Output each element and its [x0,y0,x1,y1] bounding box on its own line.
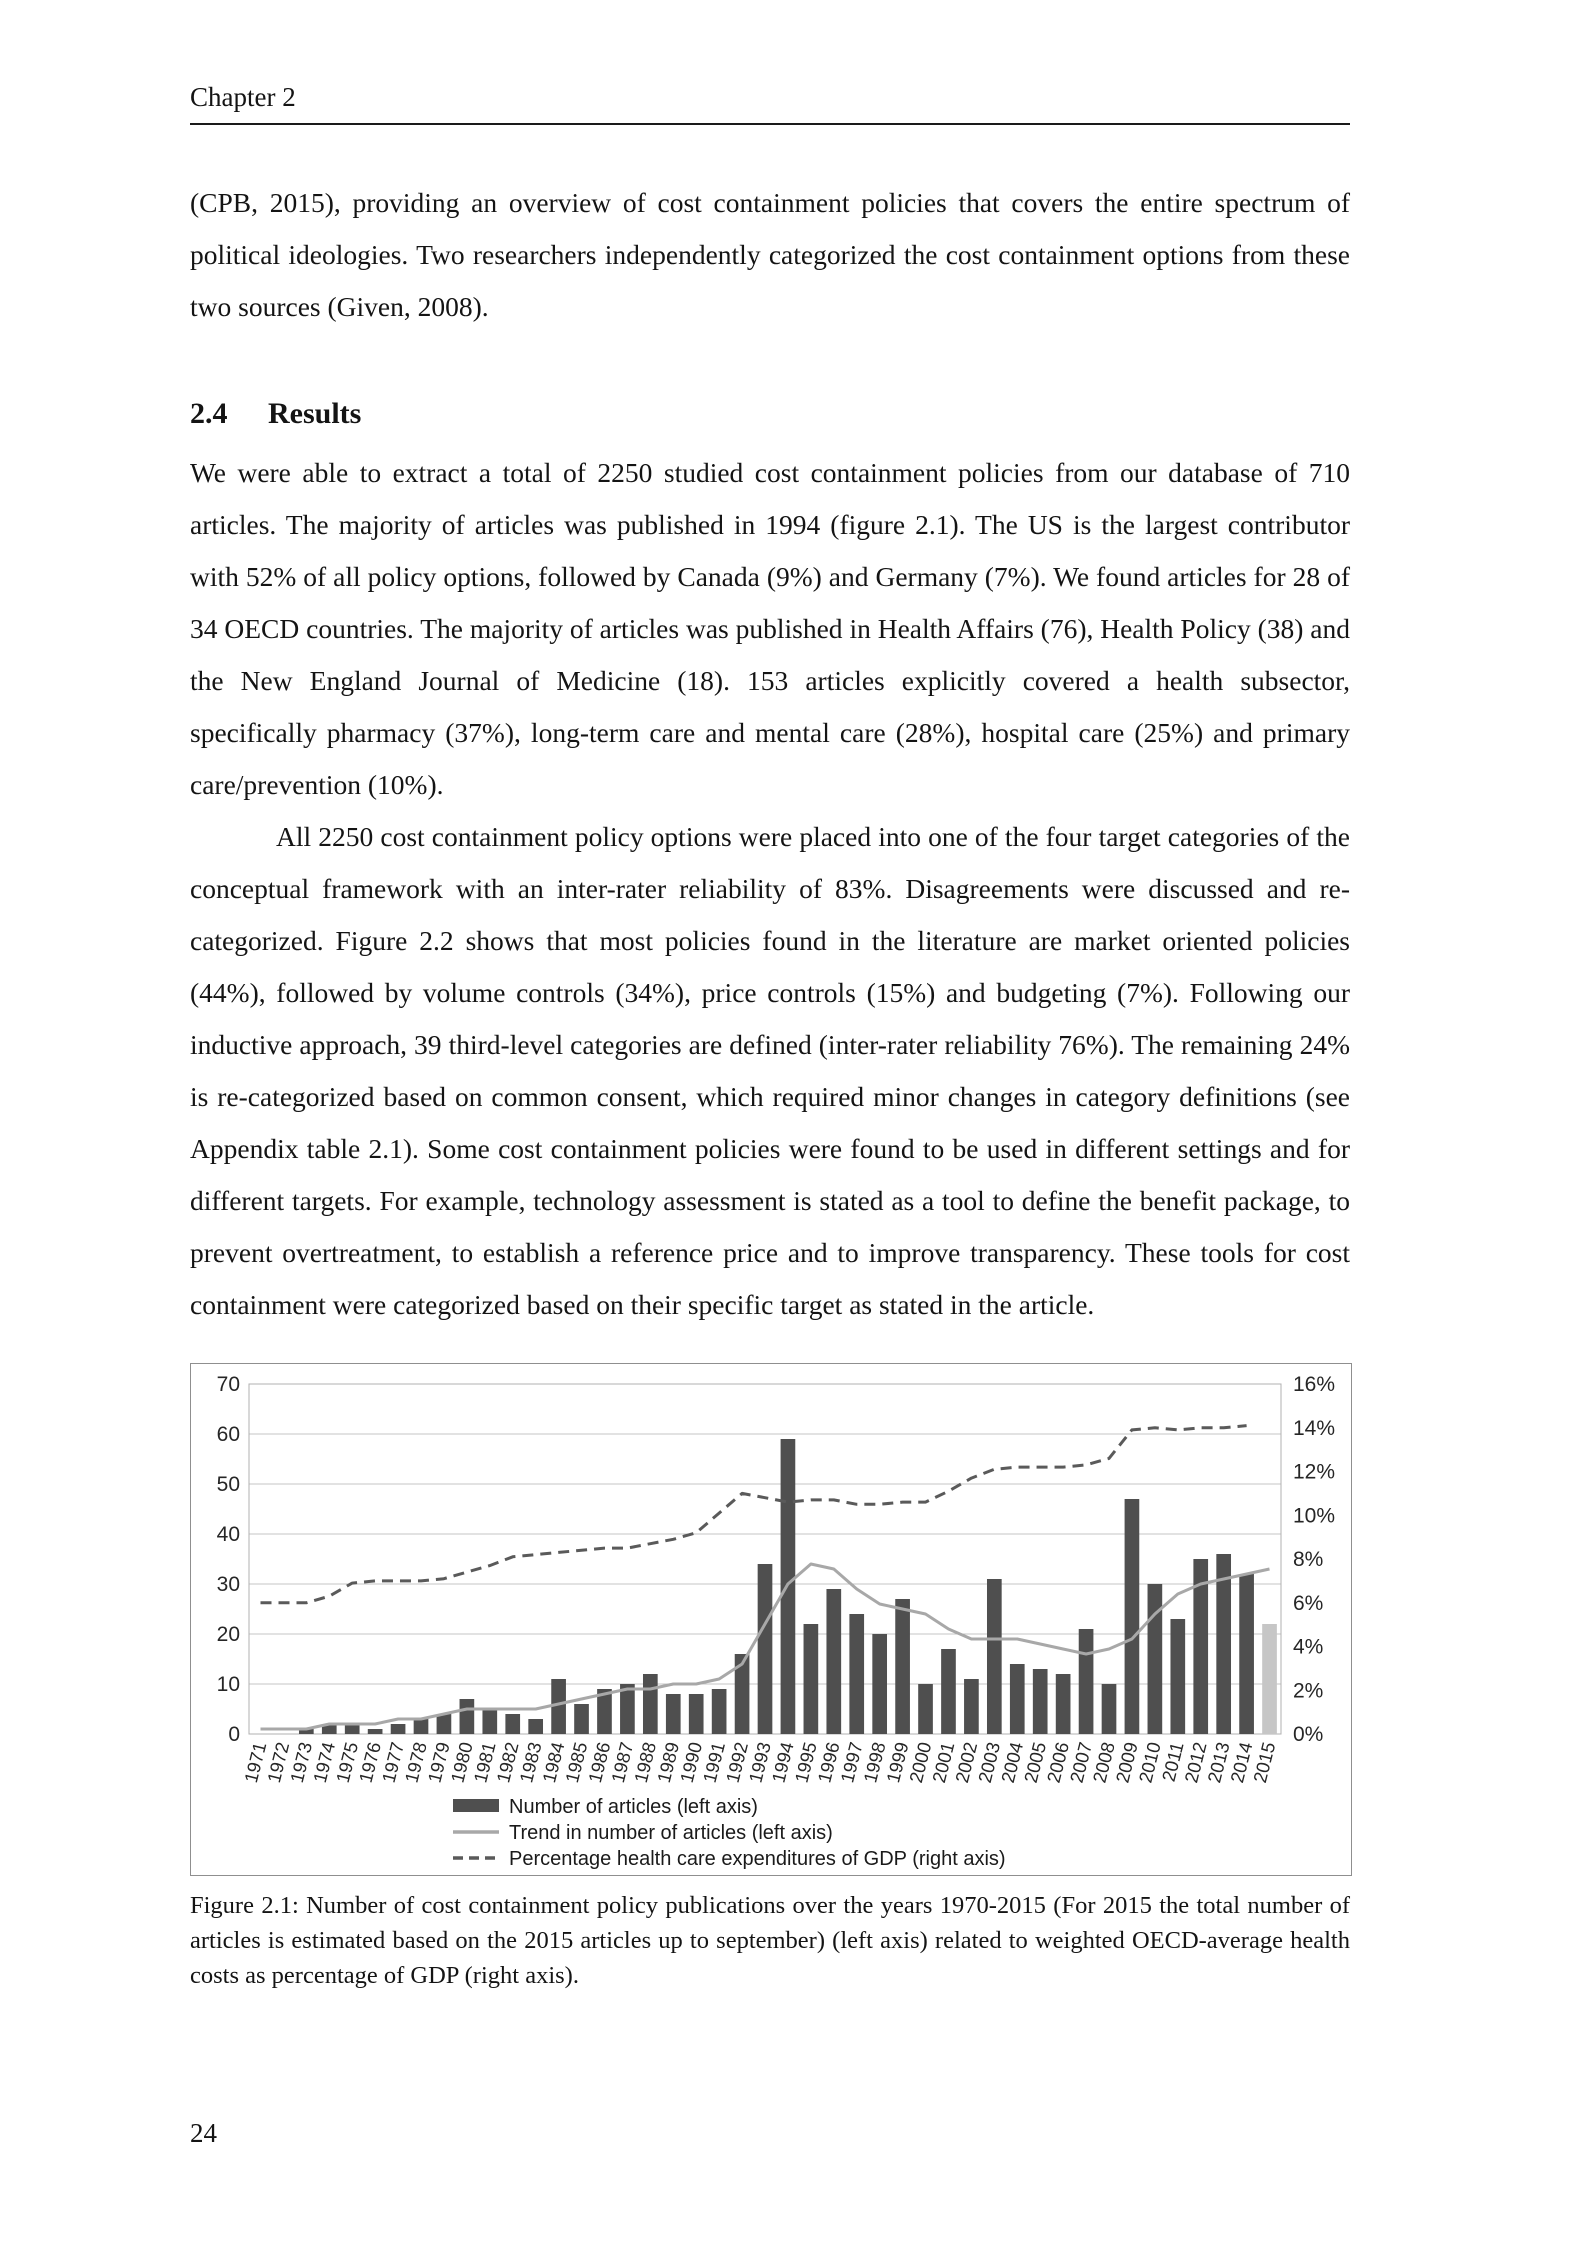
bar-2001 [941,1649,956,1734]
x-axis-year-label: 1989 [652,1739,684,1785]
page-number: 24 [190,2118,217,2148]
bar-2005 [1033,1669,1048,1734]
bar-2004 [1010,1664,1025,1734]
bar-1997 [849,1614,864,1734]
chart-x-axis-labels [240,1740,1279,1785]
paragraph-results-1: We were able to extract a total of 2250 studied cost containment policies from our database of 710 articles. The majority of articles was published in 1994 (figure 2.1). The US is the largest contributor with 52% of all policy options, followed by Canada (9%) and Germany (7%). We found articles for 28 of 34 OECD countries. The majority of articles was published in Health Affairs (76), Health Policy (38) and the New England Journal of Medicine (18). 153 articles explicitly covered a health subsector, specifically pharmacy (37%), long-term care and mental care (28%), hospital care (25%) and primary care/prevention (10%). [190,457,1350,800]
bar-1996 [826,1589,841,1734]
running-header [190,82,1350,125]
bar-2015 [1262,1624,1277,1734]
x-axis-year-label: 1982 [492,1739,523,1785]
x-axis-year-label: 1988 [629,1739,661,1785]
x-axis-year-label: 2002 [950,1739,982,1785]
bar-1989 [666,1694,681,1734]
x-axis-year-label: 1997 [836,1739,867,1785]
x-axis-year-label: 1991 [698,1739,729,1785]
bar-2010 [1148,1584,1163,1734]
figure-chart [191,1364,1351,1875]
right-axis-tick: 10% [1293,1504,1336,1528]
x-axis-year-label: 2005 [1019,1739,1051,1785]
left-axis-tick: 10 [216,1673,240,1696]
gdp-percentage-line [261,1426,1247,1603]
x-axis-year-label: 1985 [561,1739,592,1785]
x-axis-year-label: 2010 [1134,1739,1165,1785]
bar-2006 [1056,1674,1071,1734]
left-axis-tick: 50 [216,1473,240,1496]
chart-frame [190,1363,1352,1876]
bar-2009 [1125,1499,1140,1734]
x-axis-year-label: 1999 [882,1739,913,1785]
x-axis-year-label: 1986 [584,1739,615,1785]
right-axis-tick: 14% [1293,1416,1336,1440]
x-axis-year-label: 2007 [1065,1739,1096,1785]
bar-1978 [414,1719,429,1734]
x-axis-year-label: 1974 [308,1739,340,1785]
legend-swatch-bars [453,1799,499,1812]
bar-1980 [460,1699,475,1734]
bar-2002 [964,1679,979,1734]
paragraph-intro: (CPB, 2015), providing an overview of cost containment policies that covers the entire spectrum of political ideologies. Two researchers independently categorized the cost containment options from these two sources (Given, 2008). [190,187,1350,322]
x-axis-year-label: 1983 [515,1739,546,1785]
right-axis-tick: 0% [1293,1723,1324,1746]
x-axis-year-label: 1990 [675,1739,707,1785]
section-heading [190,397,1350,431]
bar-1981 [482,1709,497,1734]
x-axis-year-label: 1972 [262,1739,294,1785]
x-axis-year-label: 2004 [996,1739,1028,1785]
x-axis-year-label: 1978 [400,1739,431,1785]
right-axis-tick: 16% [1293,1373,1336,1396]
right-axis-tick: 12% [1293,1460,1336,1484]
right-axis-tick: 2% [1293,1679,1324,1703]
bar-1976 [368,1729,383,1734]
right-axis-tick: 6% [1293,1591,1324,1615]
figure-2-1 [190,1363,1350,1993]
x-axis-year-label: 1971 [240,1739,271,1785]
x-axis-year-label: 1977 [377,1739,408,1785]
x-axis-year-label: 1979 [423,1739,454,1785]
x-axis-year-label: 2008 [1088,1739,1119,1785]
section-number: 2.4 [190,397,228,430]
bar-1979 [437,1714,452,1734]
x-axis-year-label: 1976 [354,1739,385,1785]
x-axis-year-label: 2013 [1203,1739,1234,1785]
x-axis-year-label: 1980 [446,1739,477,1785]
bar-2008 [1102,1684,1117,1734]
paragraph-results-2: All 2250 cost containment policy options were placed into one of the four target categories of the conceptual framework with an inter-rater reliability of 83%. Disagreements were discussed and re-categorized. Figure 2.2 shows that most policies found in the literature are market oriented policies (44%), followed by volume controls (34%), price controls (15%) and budgeting (7%). Following our inductive approach, 39 third-level categories are defined (inter-rater reliability 76%). The remaining 24% is re-categorized based on common consent, which required minor changes in category definitions (see Appendix table 2.1). Some cost containment policies were found to be used in different settings and for different targets. For example, technology assessment is stated as a tool to define the benefit package, to prevent overtreatment, to establish a reference price and to improve transparency. These tools for cost containment were categorized based on their specific target as stated in the article. [190,821,1350,1320]
bar-1982 [505,1714,520,1734]
x-axis-year-label: 1994 [767,1739,798,1785]
bar-1977 [391,1724,406,1734]
left-axis-tick: 60 [216,1423,240,1446]
figure-caption: Figure 2.1: Number of cost containment policy publications over the years 1970-2015 (For 2015 the total number of articles is estimated based on the 2015 articles up to september) (left axis) related to weighted OECD-average health costs as percentage of GDP (right axis). [190,1892,1350,1989]
bar-1988 [643,1674,658,1734]
bar-2003 [987,1579,1002,1734]
x-axis-year-label: 1995 [790,1739,821,1785]
x-axis-year-label: 2000 [905,1739,936,1785]
left-axis-tick: 30 [216,1573,240,1596]
bar-2011 [1170,1619,1185,1734]
bar-2007 [1079,1629,1094,1734]
x-axis-year-label: 2014 [1226,1739,1257,1785]
chart-legend [453,1796,1006,1870]
bar-1998 [872,1634,887,1734]
bar-1990 [689,1694,704,1734]
legend-label: Percentage health care expenditures of GDP (right axis) [509,1848,1006,1870]
left-axis-tick: 70 [216,1373,240,1396]
legend-label: Number of articles (left axis) [509,1796,758,1818]
x-axis-year-label: 2009 [1111,1739,1142,1785]
x-axis-year-label: 1973 [285,1739,317,1785]
x-axis-year-label: 1993 [744,1739,775,1785]
legend-label: Trend in number of articles (left axis) [509,1822,833,1844]
x-axis-year-label: 1987 [606,1739,638,1785]
right-axis-tick: 8% [1293,1548,1324,1571]
x-axis-year-label: 1998 [859,1739,890,1785]
bar-1993 [758,1564,773,1734]
x-axis-year-label: 2015 [1249,1739,1280,1785]
section-title: Results [268,397,362,430]
bar-2000 [918,1684,933,1734]
bar-1983 [528,1719,543,1734]
bar-1991 [712,1689,727,1734]
x-axis-year-label: 1992 [721,1739,752,1785]
x-axis-year-label: 2006 [1042,1739,1073,1785]
bar-1995 [804,1624,819,1734]
x-axis-year-label: 2011 [1157,1739,1188,1784]
left-axis-tick: 0 [228,1723,240,1746]
x-axis-year-label: 1981 [469,1739,500,1785]
bar-2014 [1239,1574,1254,1734]
chapter-label: Chapter 2 [190,82,296,112]
left-axis-tick: 40 [216,1523,240,1546]
bar-1985 [574,1704,589,1734]
x-axis-year-label: 1996 [813,1739,844,1785]
x-axis-year-label: 2012 [1180,1739,1211,1785]
x-axis-year-label: 2003 [973,1739,1005,1785]
right-axis-tick: 4% [1293,1635,1324,1659]
x-axis-year-label: 1975 [331,1739,363,1785]
bar-1999 [895,1599,910,1734]
x-axis-year-label: 1984 [538,1739,569,1785]
x-axis-year-label: 2001 [928,1739,959,1785]
left-axis-tick: 20 [216,1623,240,1646]
